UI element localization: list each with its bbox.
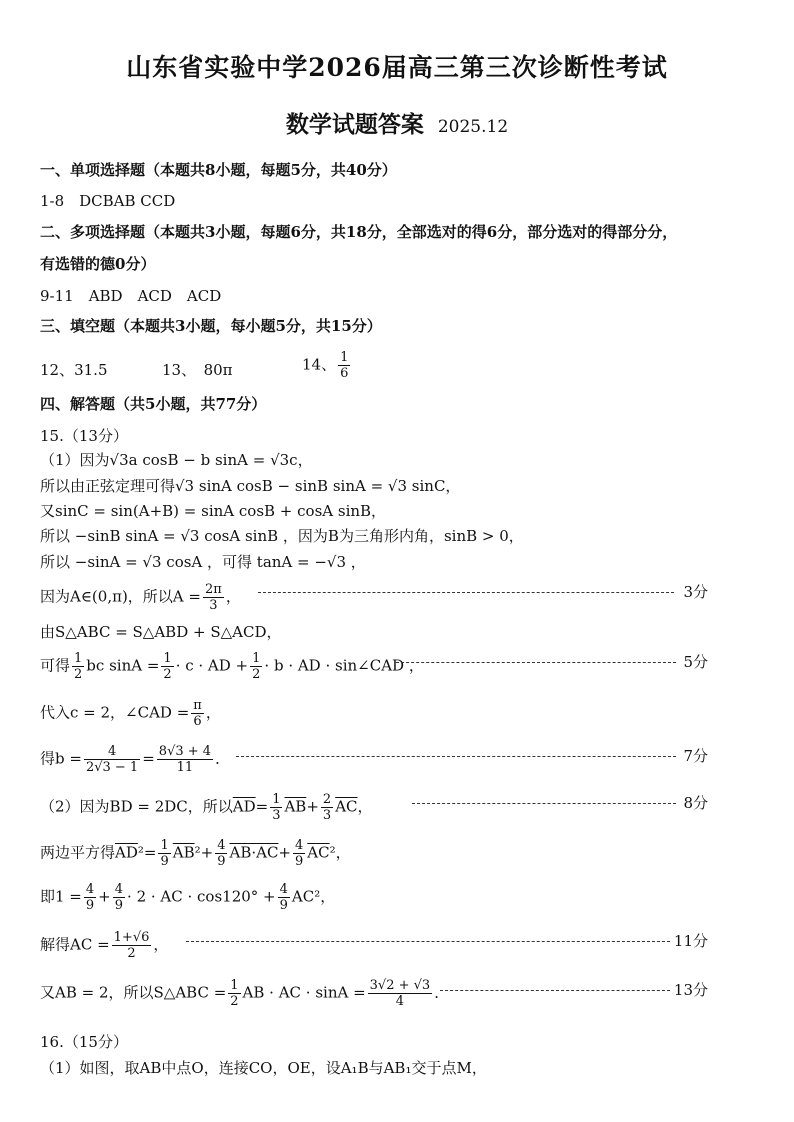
exam-date: 2025.12 (437, 117, 509, 137)
vector-ac: $\overline{AC}$ (307, 843, 330, 862)
four-ninths-fraction (215, 838, 227, 869)
section-3-heading: 三、填空题（本题共3小题，每小题5分，共15分） (40, 317, 382, 335)
vector-ab: $\overline{AB}$ (172, 843, 195, 862)
score-leader-dashes (258, 592, 674, 593)
fraction-numerator: 4 (279, 882, 288, 897)
half-fraction (228, 978, 240, 1009)
fraction-numerator: π (193, 698, 202, 713)
two-thirds-fraction (321, 792, 333, 823)
fraction-numerator: 1 (74, 651, 83, 666)
q15-line-15 (40, 978, 449, 1009)
four-ninths-fraction (293, 838, 305, 869)
q15-line-11 (40, 792, 373, 823)
fraction-numerator: 4 (85, 882, 95, 897)
b-fraction-1 (84, 744, 140, 775)
fraction-numerator: 4 (295, 838, 304, 853)
q15-header: 15.（13分） (40, 427, 128, 445)
section-2-heading-line1: 二、多项选择题（本题共3小题，每题6分，共18分，全部选对的得6分，部分选对的得部分分， (40, 223, 678, 241)
one-ninth-fraction (158, 838, 170, 869)
fraction-numerator: 4 (114, 882, 124, 897)
score-5: 5分 (683, 653, 708, 671)
score-leader-dashes (236, 756, 676, 757)
line-6-prefix: 因为A∈(0,π)，所以A = (40, 587, 201, 606)
fraction-denominator: 2 (230, 994, 239, 1009)
q15-line-5: 所以 −sinA = √3 cosA ，可得 tanA = −√3 ， (40, 553, 366, 571)
b-fraction-2 (157, 744, 213, 775)
fraction-denominator: 9 (295, 854, 304, 869)
answer-14-fraction (338, 350, 350, 381)
pi-sixth-fraction (191, 698, 204, 729)
fraction-numerator: 1 (252, 651, 261, 666)
line-8-prefix: 可得 (40, 656, 71, 675)
page-subtitle (0, 106, 794, 139)
line-12-suffix: ²， (329, 843, 351, 862)
fraction-numerator: 1 (230, 978, 239, 993)
fraction-numerator: 2 (322, 792, 332, 807)
four-ninths-fraction (113, 882, 125, 913)
line-11-prefix: （2）因为BD = 2DC，所以 (40, 797, 233, 816)
score-8: 8分 (683, 794, 708, 812)
angle-a-fraction (203, 582, 224, 613)
fraction-numerator: 4 (84, 744, 140, 760)
score-leader-dashes (412, 803, 676, 804)
equals-sq: ²= (137, 843, 157, 862)
fraction-denominator: 2√3 − 1 (85, 760, 139, 775)
line-15-prefix: 又AB = 2，所以S△ABC = (40, 983, 227, 1002)
vector-ab: $\overline{AB}$ (284, 797, 307, 816)
fraction-numerator: 3√2 + √3 (369, 978, 431, 993)
fraction-denominator: 9 (217, 854, 226, 869)
answer-12: 12、31.5 (40, 361, 108, 379)
score-13: 13分 (673, 981, 708, 999)
q15-line-4: 所以 −sinB sinA = √3 cosA sinB ，因为B为三角形内角，sinB > 0， (40, 527, 524, 545)
line-12-prefix: 两边平方得 (40, 843, 116, 862)
q15-line-6 (40, 582, 241, 613)
fraction-denominator: 2 (163, 667, 172, 682)
ac-fraction (112, 930, 152, 961)
line-9-prefix: 代入c = 2，∠CAD = (40, 703, 190, 722)
q15-line-3: 又sinC = sin(A+B) = sinA cosB + cosA sinB， (40, 502, 387, 520)
line-8-suffix: · b · AD · sin∠CAD ， (264, 656, 424, 675)
equals: = (255, 797, 269, 816)
subtitle-text: 数学试题答案 (285, 111, 424, 138)
half-fraction (161, 651, 173, 682)
score-11: 11分 (673, 932, 708, 950)
fraction-denominator: 2 (74, 667, 83, 682)
section-1-heading: 一、单项选择题（本题共8小题，每题5分，共40分） (40, 161, 397, 179)
fraction-numerator: 1+√6 (113, 930, 150, 945)
answer-14 (302, 350, 352, 381)
fraction-numerator: 4 (217, 838, 226, 853)
plus: + (306, 797, 319, 816)
fraction-numerator: 8√3 + 4 (158, 744, 212, 759)
half-fraction (72, 651, 84, 682)
line-10-prefix: 得b = (40, 749, 82, 768)
fraction-denominator: 11 (176, 760, 194, 775)
one-third-fraction (270, 792, 282, 823)
line-14-suffix: ， (153, 935, 169, 954)
section-2-answers: 9-11 ABD ACD ACD (40, 287, 222, 305)
fraction-numerator: 1 (163, 651, 172, 666)
line-8-mid2: · c · AD + (175, 656, 249, 675)
score-3: 3分 (683, 583, 708, 601)
vector-ad: $\overline{AD}$ (115, 843, 138, 862)
fraction-numerator: 1 (272, 792, 281, 807)
score-leader-dashes (440, 990, 670, 991)
q15-line-10 (40, 744, 230, 775)
line-15-suffix: ． (434, 983, 450, 1002)
fraction-denominator: 2 (127, 946, 136, 961)
page-title: 山东省实验中学2026届高三第三次诊断性考试 (126, 53, 668, 82)
section-1-answers: 1-8 DCBAB CCD (40, 192, 176, 210)
equals: = (142, 749, 155, 768)
fraction-denominator: 9 (85, 898, 95, 913)
vector-ab-ac: AB·AC (229, 843, 279, 862)
line-15-mid: AB · AC · sinA = (242, 983, 366, 1002)
q15-line-9 (40, 698, 221, 729)
q15-line-7: 由S△ABC = S△ABD + S△ACD， (40, 623, 282, 641)
fraction-denominator: 9 (160, 854, 169, 869)
fraction-denominator: 4 (395, 994, 405, 1009)
fraction-denominator: 9 (114, 898, 124, 913)
term-1: + (98, 887, 111, 906)
section-2-heading-line2: 有选错的德0分） (40, 255, 156, 273)
section-4-heading: 四、解答题（共5小题，共77分） (40, 395, 267, 413)
fraction-denominator: 2 (252, 667, 261, 682)
four-ninths-fraction (84, 882, 96, 913)
answer-14-label: 14、 (302, 355, 337, 374)
answer-13: 13、 80π (162, 361, 233, 379)
fraction-denominator: 3 (322, 808, 332, 823)
fraction-numerator: 2π (204, 582, 222, 597)
half-fraction (250, 651, 262, 682)
fraction-numerator: 1 (340, 350, 349, 365)
fraction-denominator: 3 (209, 598, 218, 613)
q15-line-1: （1）因为√3a cosB − b sinA = √3c， (40, 451, 313, 469)
line-6-suffix: ， (225, 587, 241, 606)
four-ninths-fraction (278, 882, 290, 913)
line-10-suffix: ． (215, 749, 231, 768)
q15-line-2: 所以由正弦定理可得√3 sinA cosB − sinB sinA = √3 sinC， (40, 477, 461, 495)
area-fraction (368, 978, 433, 1009)
fraction-denominator: 6 (193, 714, 202, 729)
score-leader-dashes (186, 941, 670, 942)
q15-line-12 (40, 838, 351, 869)
q15-line-8 (40, 651, 424, 682)
line-13-suffix: AC²， (291, 887, 336, 906)
term-1: ²+ (194, 843, 214, 862)
vector-ad: $\overline{AD}$ (232, 797, 256, 816)
line-9-suffix: ， (205, 703, 221, 722)
q15-line-13 (40, 882, 335, 913)
fraction-denominator: 3 (272, 808, 281, 823)
q16-line-1: （1）如图，取AB中点O，连接CO，OE，设A₁B与AB₁交于点M， (40, 1059, 487, 1077)
fraction-numerator: 1 (160, 838, 169, 853)
score-leader-dashes (396, 662, 676, 663)
fraction-denominator: 6 (340, 366, 349, 381)
q16-header: 16.（15分） (40, 1033, 128, 1051)
fraction-denominator: 9 (279, 898, 288, 913)
q15-line-14 (40, 930, 168, 961)
score-7: 7分 (683, 747, 708, 765)
line-11-suffix: ， (357, 797, 373, 816)
term-2: · 2 · AC · cos120° + (127, 887, 276, 906)
vector-ac: $\overline{AC}$ (335, 797, 358, 816)
line-14-prefix: 解得AC = (40, 935, 110, 954)
term-2: + (278, 843, 291, 862)
line-8-mid1: bc sinA = (86, 656, 160, 675)
line-13-prefix: 即1 = (40, 887, 82, 906)
